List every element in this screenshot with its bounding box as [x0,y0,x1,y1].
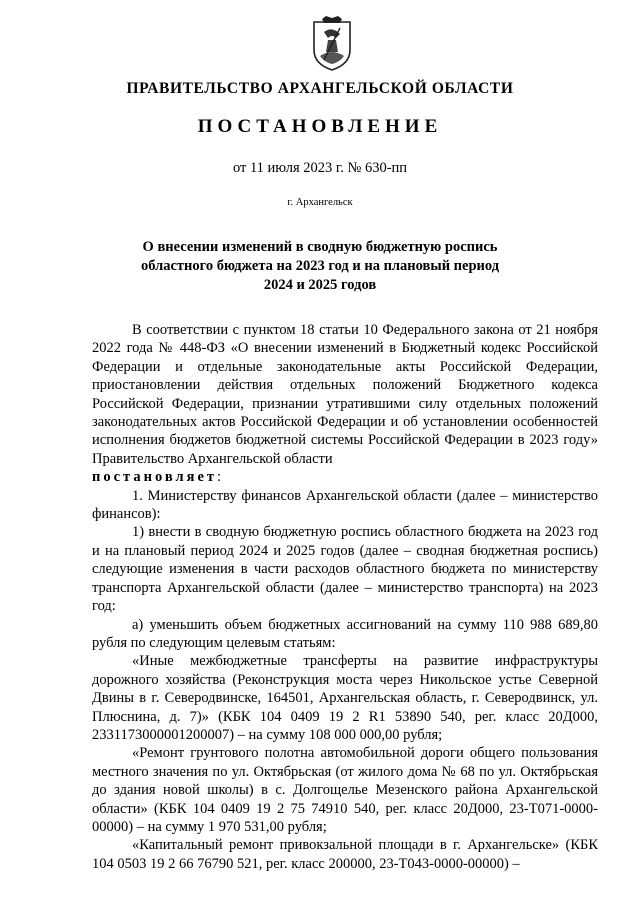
document-title [0,238,640,295]
title-line: 2024 и 2025 годов [263,277,377,293]
decree-word: постановляет [92,469,218,486]
body-paragraph: «Капитальный ремонт привокзальной площади в г. Архангельске» (КБК 104 0503 19 2 66 76790 521, рег. класс 200000, 23-Т043-0000-00000) – [92,837,598,872]
document-body [92,321,598,873]
body-paragraph: 1) внести в сводную бюджетную роспись областного бюджета на 2023 год и на плановый период 2024 и 2025 годов (далее – сводная бюджетная роспись) следующие изменения в части расходов областного бюджета по министерству транспорта Архангельской области (далее – министерство транспорта) на 2023 год: [92,524,598,615]
coat-of-arms-icon [310,16,354,72]
organization-name: ПРАВИТЕЛЬСТВО АРХАНГЕЛЬСКОЙ ОБЛАСТИ [126,80,514,97]
preamble-paragraph [92,321,598,487]
body-paragraph: а) уменьшить объем бюджетных ассигнований на сумму 110 988 689,80 рубля по следующим целевым статьям: [92,616,598,651]
preamble-text: В соответствии с пунктом 18 статьи 10 Федерального закона от 21 ноября 2022 года № 448-ФЗ «О внесении изменений в Бюджетный кодекс Российской Федерации и отдельные законодательные акты Российской Федерации, приостановлении действия отдельных положений Бюджетного кодекса Российской Федерации, признании утратившими силу отдельных положений законодательных актов Российской Федерации и об установлении особенностей исполнения бюджетов бюджетной системы Российской Федерации в 2023 году» Правительство Архангельской области [92,322,598,467]
document-city: г. Архангельск [287,197,353,208]
document-type: ПОСТАНОВЛЕНИЕ [197,116,443,137]
title-line: О внесении изменений в сводную бюджетную роспись [142,239,498,255]
document-date-number: от 11 июля 2023 г. № 630-пп [232,160,408,176]
body-paragraph: «Ремонт грунтового полотна автомобильной дороги общего пользования местного значения по ул. Октябрьская (от жилого дома № 68 по ул. Октябрьская до здания новой школы) в с. Долгощелье Мезенского района Архангельской области» (КБК 104 0409 19 2 75 74910 540, рег. класс 20Д000, 23-Т071-0000-00000) – на сумму 1 970 531,00 рубля; [92,745,598,835]
body-paragraph: 1. Министерству финансов Архангельской области (далее – министерство финансов): [92,487,598,523]
decree-colon: : [217,469,222,486]
body-paragraph: «Иные межбюджетные трансферты на развитие инфраструктуры дорожного хозяйства (Реконструкция моста через Никольское устье Северной Двины в г. Северодвинске, 164501, Архангельская область, г. Северодвинск, ул. Плюснина, д. 7)» (КБК 104 0409 19 2 R1 53890 540, рег. класс 20Д000, 2331173000001200007) – на сумму 108 000 000,00 рубля; [92,653,598,743]
title-line: областного бюджета на 2023 год и на плановый период [140,258,500,274]
